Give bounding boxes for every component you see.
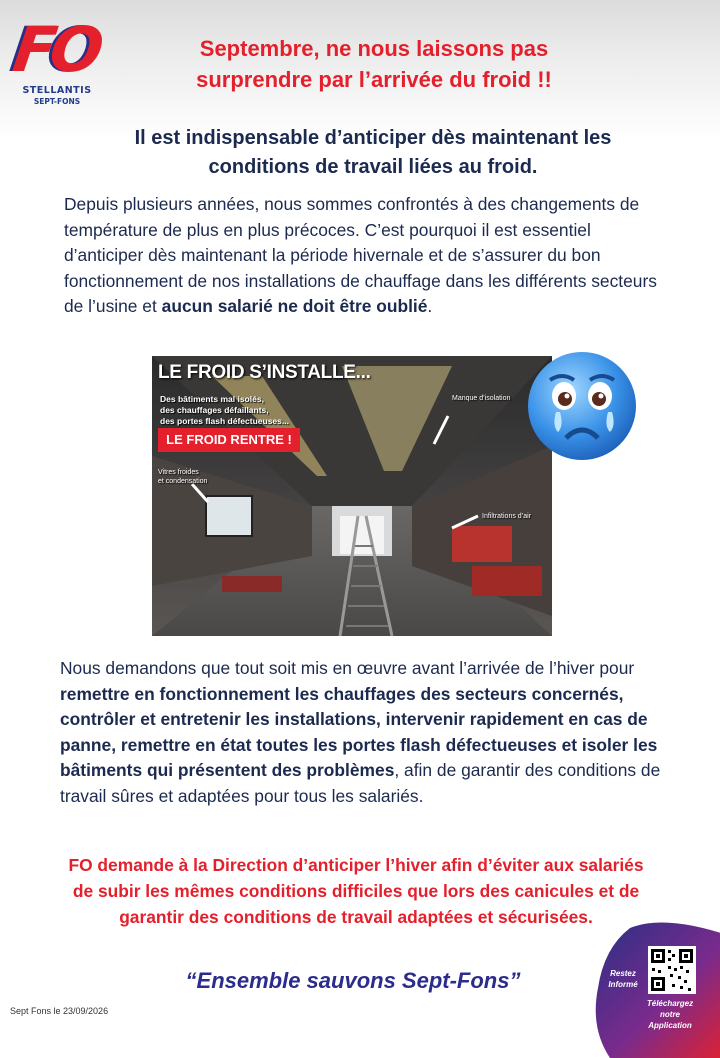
headline [110,33,638,95]
qr-code-icon[interactable] [648,946,696,994]
note-air: Infiltrations d’air [482,513,532,520]
intro-end: . [427,296,433,316]
photo-banner: LE FROID RENTRE ! [158,428,300,452]
headline-line-1: Septembre, ne nous laissons pas [199,36,549,61]
photo-title: LE FROID S’INSTALLE... [158,362,371,383]
slogan: “Ensemble sauvons Sept-Fons” [185,968,521,993]
badge-line: Application [648,1021,692,1030]
cold-face-emoji-icon [522,346,642,466]
badge-line: Informé [608,980,638,989]
badge-line: Restez [610,969,636,978]
demands-paragraph [60,656,666,809]
demands-start: Nous demandons que tout soit mis en œuvre avant l’arrivée de l’hiver pour [60,658,635,678]
demands-end: , afin de garantir des conditions de travail sûres et adaptées pour tous les salariés. [60,760,661,806]
photo-caption-line: des chauffages défaillants, [160,405,269,415]
fo-demand: FO demande à la Direction d’anticiper l’hiver afin d’éviter aux salariés de subir les mêmes conditions difficiles que lors des canicules et de garantir des conditions de travail adaptées et sécurisées. [68,855,644,927]
subheading [80,124,666,182]
badge-stay-informed [600,968,646,990]
logo-mark: FO [8,13,103,86]
note-windows-line: Vitres froides [158,469,199,476]
logo-brand: STELLANTIS [22,85,92,96]
photo-caption-line: des portes flash défectueuses... [160,416,289,426]
badge-download[interactable] [636,998,704,1031]
headline-line-2: surprendre par l’arrivée du froid !! [196,67,552,92]
subheading-line-2: conditions de travail liées au froid. [208,156,538,178]
subheading-line-1: Il est indispensable d’anticiper dès maintenant les [134,127,612,149]
fo-logo [10,10,102,110]
intro-text: Depuis plusieurs années, nous sommes confrontés à des changements de température de plus en plus précoces. C’est pourquoi il est essentiel d’anticiper dès maintenant la période hivernale et de s’assurer du bon fonctionnement de nos installations de chauffage dans les différents secteurs de l’usine et [64,194,657,316]
note-isolation: Manque d’isolation [452,395,511,402]
note-windows-line: et condensation [158,478,208,485]
intro-paragraph [64,192,664,320]
demands-bold: remettre en fonctionnement les chauffages des secteurs concernés, contrôler et entretenir les installations, intervenir rapidement en cas de panne, remettre en état toutes les portes flash défectueuses et isoler les bâtiments qui présentent des problèmes [60,683,658,780]
footer-date: Sept Fons le 23/09/2026 [10,1006,109,1016]
photo-caption [160,394,310,427]
badge-line: Téléchargez notre [646,999,694,1019]
note-windows [158,468,207,486]
intro-bold: aucun salarié ne doit être oublié [161,296,428,316]
workshop-photo [152,356,552,636]
logo-site: SEPT-FONS [33,97,81,106]
photo-caption-line: Des bâtiments mal isolés, [160,394,264,404]
